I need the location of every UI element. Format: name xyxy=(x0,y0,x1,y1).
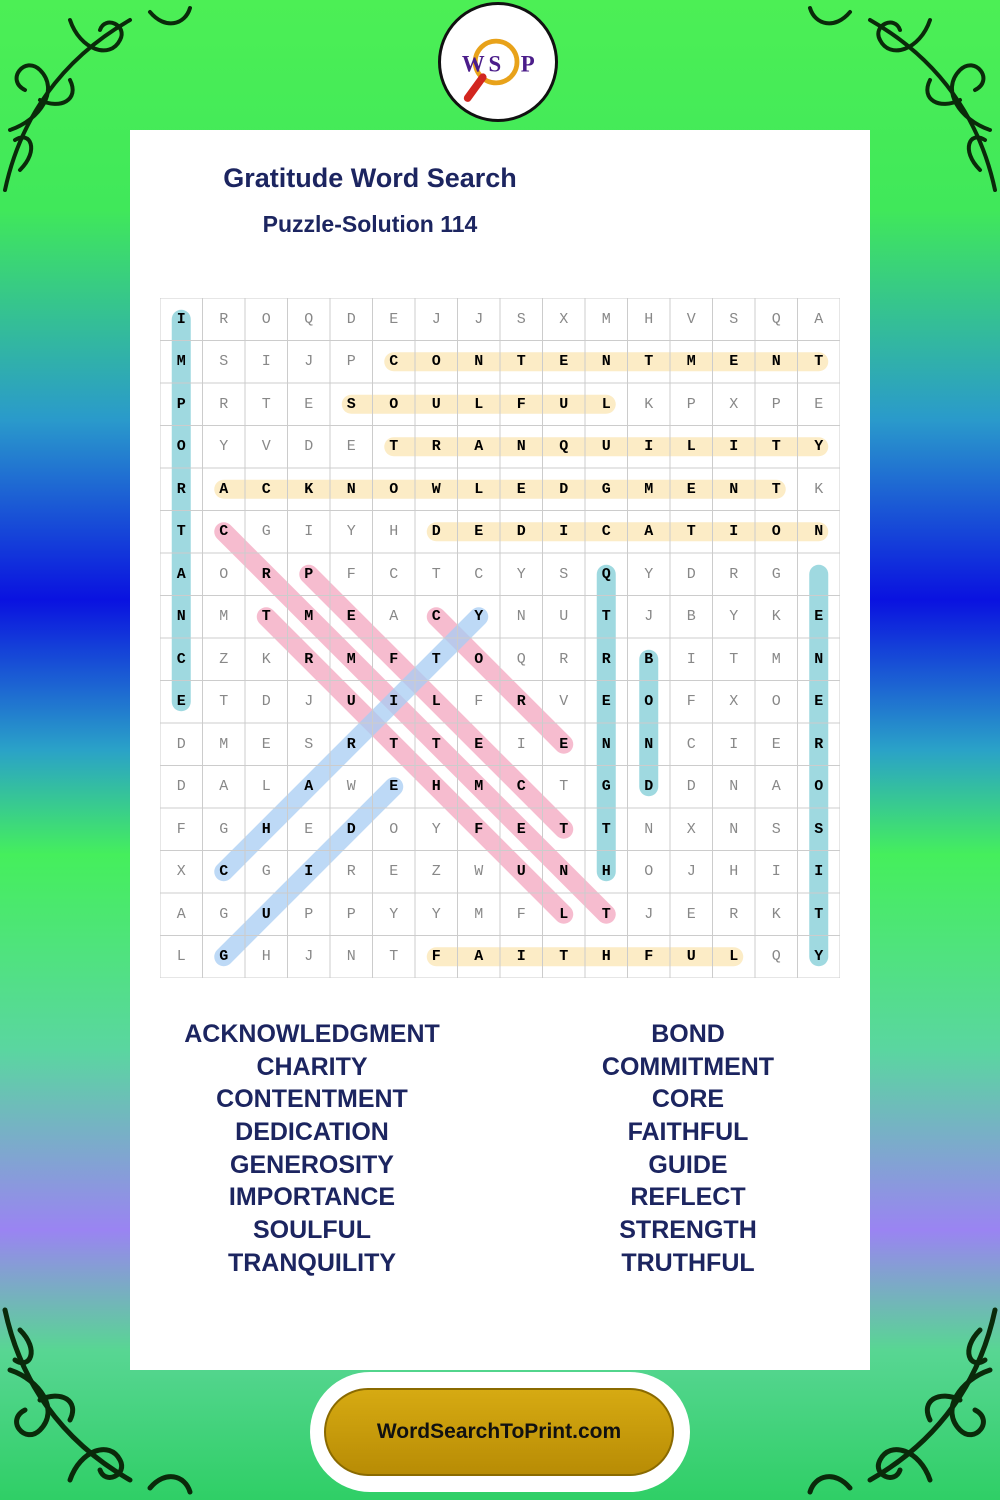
grid-cell[interactable]: I xyxy=(304,863,314,881)
grid-cell[interactable]: M xyxy=(219,735,229,753)
grid-cell[interactable]: I xyxy=(686,650,696,668)
grid-cell[interactable]: I xyxy=(559,523,569,541)
grid-cell[interactable]: S xyxy=(516,310,526,328)
grid-cell[interactable]: O xyxy=(176,438,186,456)
grid-cell[interactable]: L xyxy=(474,480,484,498)
grid-cell[interactable]: L xyxy=(474,395,484,413)
grid-cell[interactable]: C xyxy=(176,650,186,668)
grid-cell[interactable]: I xyxy=(304,523,314,541)
grid-cell[interactable]: T xyxy=(644,353,654,371)
logo-letter-p: P xyxy=(520,51,535,77)
grid-cell[interactable]: H xyxy=(431,778,441,796)
grid-cell[interactable]: T xyxy=(261,395,271,413)
puzzle-title: Gratitude Word Search xyxy=(223,163,517,193)
grid-cell[interactable]: U xyxy=(559,395,569,413)
grid-cell[interactable]: J xyxy=(686,863,696,881)
grid-cell[interactable]: O xyxy=(219,565,229,583)
grid-cell[interactable]: R xyxy=(516,693,526,711)
grid-cell[interactable]: F xyxy=(389,650,399,668)
grid-cell[interactable]: T xyxy=(814,905,824,923)
grid-cell[interactable]: F xyxy=(686,693,696,711)
grid-cell[interactable]: U xyxy=(261,905,271,923)
grid-cell[interactable]: O xyxy=(644,693,654,711)
grid-cell[interactable]: Q xyxy=(516,650,526,668)
grid-cell[interactable]: D xyxy=(346,820,356,838)
letter-grid xyxy=(160,298,840,978)
grid-cell[interactable]: P xyxy=(304,565,314,583)
grid-cell[interactable]: I xyxy=(389,693,399,711)
grid-cell[interactable]: V xyxy=(686,310,696,328)
grid-cell[interactable]: F xyxy=(516,395,526,413)
grid-cell[interactable]: S xyxy=(771,820,781,838)
word-search-grid xyxy=(160,298,840,978)
grid-cell[interactable]: S xyxy=(559,565,569,583)
grid-cell[interactable]: R xyxy=(814,735,824,753)
grid-cell[interactable]: M xyxy=(346,650,356,668)
grid-cell[interactable]: K xyxy=(771,905,781,923)
grid-cell[interactable]: D xyxy=(304,438,314,456)
wsp-logo xyxy=(438,2,558,122)
grid-cell[interactable]: L xyxy=(729,948,739,966)
grid-cell[interactable]: M xyxy=(474,905,484,923)
grid-cell[interactable]: T xyxy=(176,523,186,541)
grid-cell[interactable]: C xyxy=(516,778,526,796)
grid-cell[interactable]: X xyxy=(729,395,739,413)
grid-cell[interactable]: A xyxy=(771,778,781,796)
grid-cell[interactable]: Y xyxy=(644,565,654,583)
word-list-item: CONTENTMENT xyxy=(216,1085,408,1114)
grid-cell[interactable]: W xyxy=(346,778,356,796)
grid-cell[interactable]: E xyxy=(814,693,824,711)
grid-cell[interactable]: W xyxy=(431,480,441,498)
grid-cell[interactable]: T xyxy=(431,650,441,668)
grid-cell[interactable]: R xyxy=(304,650,314,668)
grid-cell[interactable]: S xyxy=(346,395,356,413)
grid-cell[interactable]: D xyxy=(516,523,526,541)
grid-cell[interactable]: O xyxy=(771,523,781,541)
grid-cell[interactable]: E xyxy=(516,480,526,498)
grid-cell[interactable]: B xyxy=(644,650,654,668)
grid-cell[interactable]: G xyxy=(261,523,271,541)
grid-cell[interactable]: C xyxy=(686,735,696,753)
grid-cell[interactable]: I xyxy=(176,310,186,328)
word-list-item: STRENGTH xyxy=(619,1216,757,1245)
grid-cell[interactable]: Q xyxy=(304,310,314,328)
grid-cell[interactable]: Z xyxy=(431,863,441,881)
grid-cell[interactable]: C xyxy=(219,523,229,541)
grid-cell[interactable]: Q xyxy=(601,565,611,583)
grid-cell[interactable]: A xyxy=(304,778,314,796)
grid-cell[interactable]: D xyxy=(176,735,186,753)
grid-cell[interactable]: T xyxy=(814,353,824,371)
grid-cell[interactable]: T xyxy=(389,735,399,753)
grid-cell[interactable]: L xyxy=(261,778,271,796)
grid-cell[interactable]: E xyxy=(176,693,186,711)
grid-cell[interactable]: A xyxy=(814,310,824,328)
grid-cell[interactable]: R xyxy=(559,650,569,668)
word-list-item: BOND xyxy=(651,1020,725,1048)
grid-cell[interactable]: G xyxy=(219,820,229,838)
grid-cell[interactable]: L xyxy=(176,948,186,966)
grid-cell[interactable]: I xyxy=(516,948,526,966)
grid-cell[interactable]: I xyxy=(814,863,824,881)
grid-cell[interactable]: I xyxy=(729,735,739,753)
grid-cell[interactable]: J xyxy=(304,353,314,371)
grid-cell[interactable]: U xyxy=(686,948,696,966)
grid-cell[interactable]: J xyxy=(304,948,314,966)
grid-cell[interactable]: N xyxy=(516,438,526,456)
grid-cell[interactable]: N xyxy=(814,523,824,541)
word-list-item: ACKNOWLEDGMENT xyxy=(184,1020,440,1048)
grid-cell[interactable]: I xyxy=(261,353,271,371)
word-list-item: TRUTHFUL xyxy=(621,1248,755,1277)
grid-cell[interactable]: P xyxy=(304,905,314,923)
logo-letter-w: W xyxy=(461,51,485,77)
grid-cell[interactable]: R xyxy=(431,438,441,456)
word-list-item: DEDICATION xyxy=(235,1118,389,1147)
grid-cell[interactable]: R xyxy=(261,565,271,583)
grid-cell[interactable]: M xyxy=(601,310,611,328)
grid-cell[interactable]: T xyxy=(431,565,441,583)
grid-cell[interactable]: R xyxy=(729,905,739,923)
grid-cell[interactable]: T xyxy=(559,948,569,966)
grid-cell[interactable]: T xyxy=(771,438,781,456)
grid-cell[interactable]: P xyxy=(176,395,186,413)
grid-cell[interactable]: V xyxy=(261,438,271,456)
grid-cell[interactable]: N xyxy=(729,778,739,796)
puzzle-subtitle: Puzzle-Solution 114 xyxy=(262,211,478,237)
grid-cell[interactable]: F xyxy=(474,820,484,838)
grid-cell[interactable]: R xyxy=(601,650,611,668)
grid-cell[interactable]: S xyxy=(729,310,739,328)
grid-cell[interactable]: G xyxy=(601,778,611,796)
grid-cell[interactable]: H xyxy=(389,523,399,541)
grid-cell[interactable]: R xyxy=(219,310,229,328)
grid-cell[interactable]: Q xyxy=(771,310,781,328)
grid-cell[interactable]: E xyxy=(474,523,484,541)
grid-cell[interactable]: A xyxy=(219,480,229,498)
grid-cell[interactable]: N xyxy=(729,820,739,838)
grid-cell[interactable]: A xyxy=(474,948,484,966)
word-list-right xyxy=(523,1018,853,1280)
grid-cell[interactable]: J xyxy=(304,693,314,711)
grid-cell[interactable]: A xyxy=(644,523,654,541)
grid-cell[interactable]: I xyxy=(729,438,739,456)
word-list-item: COMMITMENT xyxy=(601,1052,775,1081)
grid-cell[interactable]: E xyxy=(346,438,356,456)
grid-cell[interactable]: L xyxy=(559,905,569,923)
grid-cell[interactable]: C xyxy=(389,565,399,583)
grid-cell[interactable]: E xyxy=(686,905,696,923)
grid-cell[interactable]: H xyxy=(601,863,611,881)
grid-cell[interactable]: H xyxy=(644,310,654,328)
grid-cell[interactable]: C xyxy=(219,863,229,881)
grid-cell[interactable]: W xyxy=(474,863,484,881)
grid-cell[interactable]: N xyxy=(516,608,526,626)
grid-cell[interactable]: E xyxy=(516,820,526,838)
grid-cell[interactable]: D xyxy=(644,778,654,796)
grid-cell[interactable]: Y xyxy=(814,438,824,456)
grid-cell[interactable]: O xyxy=(431,353,441,371)
grid-cell[interactable]: F xyxy=(644,948,654,966)
grid-cell[interactable]: U xyxy=(601,438,611,456)
grid-cell[interactable]: X xyxy=(559,310,569,328)
grid-cell[interactable]: O xyxy=(771,693,781,711)
grid-cell[interactable]: X xyxy=(686,820,696,838)
grid-cell[interactable]: Y xyxy=(346,523,356,541)
grid-cell[interactable] xyxy=(798,553,841,596)
word-list-item: GENEROSITY xyxy=(230,1150,394,1179)
grid-cell[interactable]: N xyxy=(346,480,356,498)
grid-cell[interactable]: E xyxy=(686,480,696,498)
grid-cell[interactable]: N xyxy=(644,735,654,753)
grid-cell[interactable]: M xyxy=(474,778,484,796)
grid-cell[interactable]: S xyxy=(814,820,824,838)
grid-cell[interactable]: O xyxy=(814,778,824,796)
grid-cell[interactable]: T xyxy=(686,523,696,541)
grid-cell[interactable]: O xyxy=(389,820,399,838)
grid-cell[interactable]: H xyxy=(261,948,271,966)
grid-cell[interactable]: N xyxy=(644,820,654,838)
grid-cell[interactable]: E xyxy=(559,735,569,753)
grid-cell[interactable]: M xyxy=(686,353,696,371)
grid-cell[interactable]: L xyxy=(601,395,611,413)
grid-cell[interactable]: C xyxy=(261,480,271,498)
grid-cell[interactable]: Q xyxy=(559,438,569,456)
grid-cell[interactable]: Y xyxy=(431,905,441,923)
grid-cell[interactable]: U xyxy=(516,863,526,881)
grid-cell[interactable]: R xyxy=(219,395,229,413)
grid-cell[interactable]: N xyxy=(601,353,611,371)
grid-cell[interactable]: E xyxy=(559,353,569,371)
grid-cell[interactable]: C xyxy=(601,523,611,541)
grid-cell[interactable]: G xyxy=(771,565,781,583)
grid-cell[interactable]: K xyxy=(814,480,824,498)
grid-cell[interactable]: D xyxy=(559,480,569,498)
grid-cell[interactable]: A xyxy=(389,608,399,626)
word-list-item: CHARITY xyxy=(256,1052,368,1081)
grid-cell[interactable]: H xyxy=(729,863,739,881)
logo-letter-s: S xyxy=(488,51,502,77)
grid-cell[interactable]: T xyxy=(601,905,611,923)
grid-cell[interactable]: E xyxy=(389,310,399,328)
grid-cell[interactable]: T xyxy=(219,693,229,711)
grid-cell[interactable]: Y xyxy=(389,905,399,923)
word-list-item: SOULFUL xyxy=(252,1216,372,1245)
grid-cell[interactable]: F xyxy=(346,565,356,583)
grid-cell[interactable]: T xyxy=(389,438,399,456)
grid-cell[interactable]: E xyxy=(304,820,314,838)
grid-cell[interactable]: R xyxy=(176,480,186,498)
grid-cell[interactable]: M xyxy=(304,608,314,626)
grid-cell[interactable]: O xyxy=(474,650,484,668)
grid-cell[interactable]: E xyxy=(389,778,399,796)
grid-cell[interactable]: J xyxy=(644,905,654,923)
grid-cell[interactable]: M xyxy=(644,480,654,498)
grid-cell[interactable]: R xyxy=(346,863,356,881)
grid-cell[interactable]: M xyxy=(771,650,781,668)
grid-cell[interactable]: I xyxy=(729,523,739,541)
grid-cell[interactable]: F xyxy=(474,693,484,711)
grid-cell[interactable]: N xyxy=(814,650,824,668)
grid-cell[interactable]: O xyxy=(389,395,399,413)
grid-cell[interactable]: G xyxy=(261,863,271,881)
grid-cell[interactable]: F xyxy=(176,820,186,838)
grid-cell[interactable]: Y xyxy=(814,948,824,966)
grid-cell[interactable]: N xyxy=(601,735,611,753)
website-button[interactable]: WordSearchToPrint.com xyxy=(324,1388,674,1476)
grid-cell[interactable]: Y xyxy=(431,820,441,838)
grid-cell[interactable]: O xyxy=(389,480,399,498)
grid-cell[interactable]: D xyxy=(686,778,696,796)
grid-cell[interactable]: D xyxy=(346,310,356,328)
grid-cell[interactable]: F xyxy=(516,905,526,923)
word-list-item: GUIDE xyxy=(648,1150,728,1179)
grid-cell[interactable]: E xyxy=(346,608,356,626)
grid-cell[interactable]: J xyxy=(474,310,484,328)
grid-cell[interactable]: K xyxy=(771,608,781,626)
grid-cell[interactable]: O xyxy=(261,310,271,328)
grid-cell[interactable]: H xyxy=(601,948,611,966)
grid-cell[interactable]: T xyxy=(431,735,441,753)
grid-cell[interactable]: Y xyxy=(516,565,526,583)
grid-cell[interactable]: E xyxy=(389,863,399,881)
grid-cell[interactable]: L xyxy=(431,693,441,711)
grid-cell[interactable]: J xyxy=(644,608,654,626)
grid-cell[interactable]: I xyxy=(771,863,781,881)
grid-cell[interactable]: G xyxy=(219,948,229,966)
grid-cell[interactable]: E xyxy=(474,735,484,753)
word-list-item: CORE xyxy=(651,1085,725,1114)
grid-cell[interactable]: K xyxy=(644,395,654,413)
grid-cell[interactable]: D xyxy=(261,693,271,711)
grid-cell[interactable]: D xyxy=(686,565,696,583)
grid-cell[interactable]: G xyxy=(601,480,611,498)
grid-cell[interactable]: I xyxy=(644,438,654,456)
grid-cell[interactable]: E xyxy=(771,735,781,753)
grid-cell[interactable]: E xyxy=(814,608,824,626)
grid-cell[interactable]: R xyxy=(346,735,356,753)
grid-cell[interactable]: Y xyxy=(474,608,484,626)
grid-cell[interactable]: M xyxy=(176,353,186,371)
grid-cell[interactable]: C xyxy=(474,565,484,583)
grid-cell[interactable]: G xyxy=(219,905,229,923)
grid-cell[interactable]: T xyxy=(601,608,611,626)
grid-cell[interactable]: T xyxy=(559,820,569,838)
grid-cell[interactable]: Q xyxy=(771,948,781,966)
grid-cell[interactable]: A xyxy=(474,438,484,456)
grid-cell[interactable]: C xyxy=(389,353,399,371)
grid-cell[interactable]: X xyxy=(176,863,186,881)
grid-cell[interactable]: R xyxy=(729,565,739,583)
grid-cell[interactable]: V xyxy=(559,693,569,711)
grid-cell[interactable]: N xyxy=(559,863,569,881)
grid-cell[interactable]: F xyxy=(431,948,441,966)
word-list-item: FAITHFUL xyxy=(627,1118,749,1147)
grid-cell[interactable]: T xyxy=(261,608,271,626)
word-list-item: IMPORTANCE xyxy=(228,1183,396,1212)
grid-cell[interactable]: Y xyxy=(729,608,739,626)
grid-cell[interactable]: E xyxy=(814,395,824,413)
grid-cell[interactable]: T xyxy=(559,778,569,796)
grid-cell[interactable]: I xyxy=(516,735,526,753)
grid-cell[interactable]: T xyxy=(389,948,399,966)
grid-cell[interactable]: J xyxy=(431,310,441,328)
grid-cell[interactable]: U xyxy=(559,608,569,626)
grid-cell[interactable]: M xyxy=(219,608,229,626)
grid-cell[interactable]: S xyxy=(304,735,314,753)
grid-cell[interactable]: N xyxy=(771,353,781,371)
grid-cell[interactable]: T xyxy=(729,650,739,668)
grid-cell[interactable]: N xyxy=(346,948,356,966)
grid-cell[interactable]: L xyxy=(686,438,696,456)
word-list-item: REFLECT xyxy=(630,1183,746,1212)
grid-cell[interactable]: B xyxy=(686,608,696,626)
grid-cell[interactable]: P xyxy=(686,395,696,413)
grid-cell[interactable]: K xyxy=(304,480,314,498)
grid-cell[interactable]: K xyxy=(261,650,271,668)
grid-cell[interactable]: X xyxy=(729,693,739,711)
grid-cell[interactable]: N xyxy=(729,480,739,498)
grid-cell[interactable]: S xyxy=(219,353,229,371)
grid-cell[interactable]: N xyxy=(176,608,186,626)
grid-cell[interactable]: T xyxy=(601,820,611,838)
grid-cell[interactable]: E xyxy=(261,735,271,753)
grid-cell[interactable]: A xyxy=(176,565,186,583)
grid-cell[interactable]: D xyxy=(176,778,186,796)
grid-cell[interactable]: U xyxy=(346,693,356,711)
grid-cell[interactable]: P xyxy=(771,395,781,413)
grid-cell[interactable]: P xyxy=(346,905,356,923)
grid-cell[interactable]: A xyxy=(176,905,186,923)
grid-cell[interactable]: O xyxy=(644,863,654,881)
grid-cell[interactable]: E xyxy=(729,353,739,371)
grid-cell[interactable]: Y xyxy=(219,438,229,456)
grid-cell[interactable]: A xyxy=(219,778,229,796)
grid-cell[interactable]: E xyxy=(304,395,314,413)
grid-cell[interactable]: P xyxy=(346,353,356,371)
grid-cell[interactable]: E xyxy=(601,693,611,711)
grid-cell[interactable]: D xyxy=(431,523,441,541)
word-list-left xyxy=(147,1018,477,1280)
grid-cell[interactable]: T xyxy=(516,353,526,371)
word-list-item: TRANQUILITY xyxy=(227,1248,397,1277)
grid-cell[interactable]: N xyxy=(474,353,484,371)
grid-cell[interactable]: U xyxy=(431,395,441,413)
grid-cell[interactable]: Z xyxy=(219,650,229,668)
grid-cell[interactable]: T xyxy=(771,480,781,498)
grid-cell[interactable]: C xyxy=(431,608,441,626)
grid-cell[interactable]: H xyxy=(261,820,271,838)
